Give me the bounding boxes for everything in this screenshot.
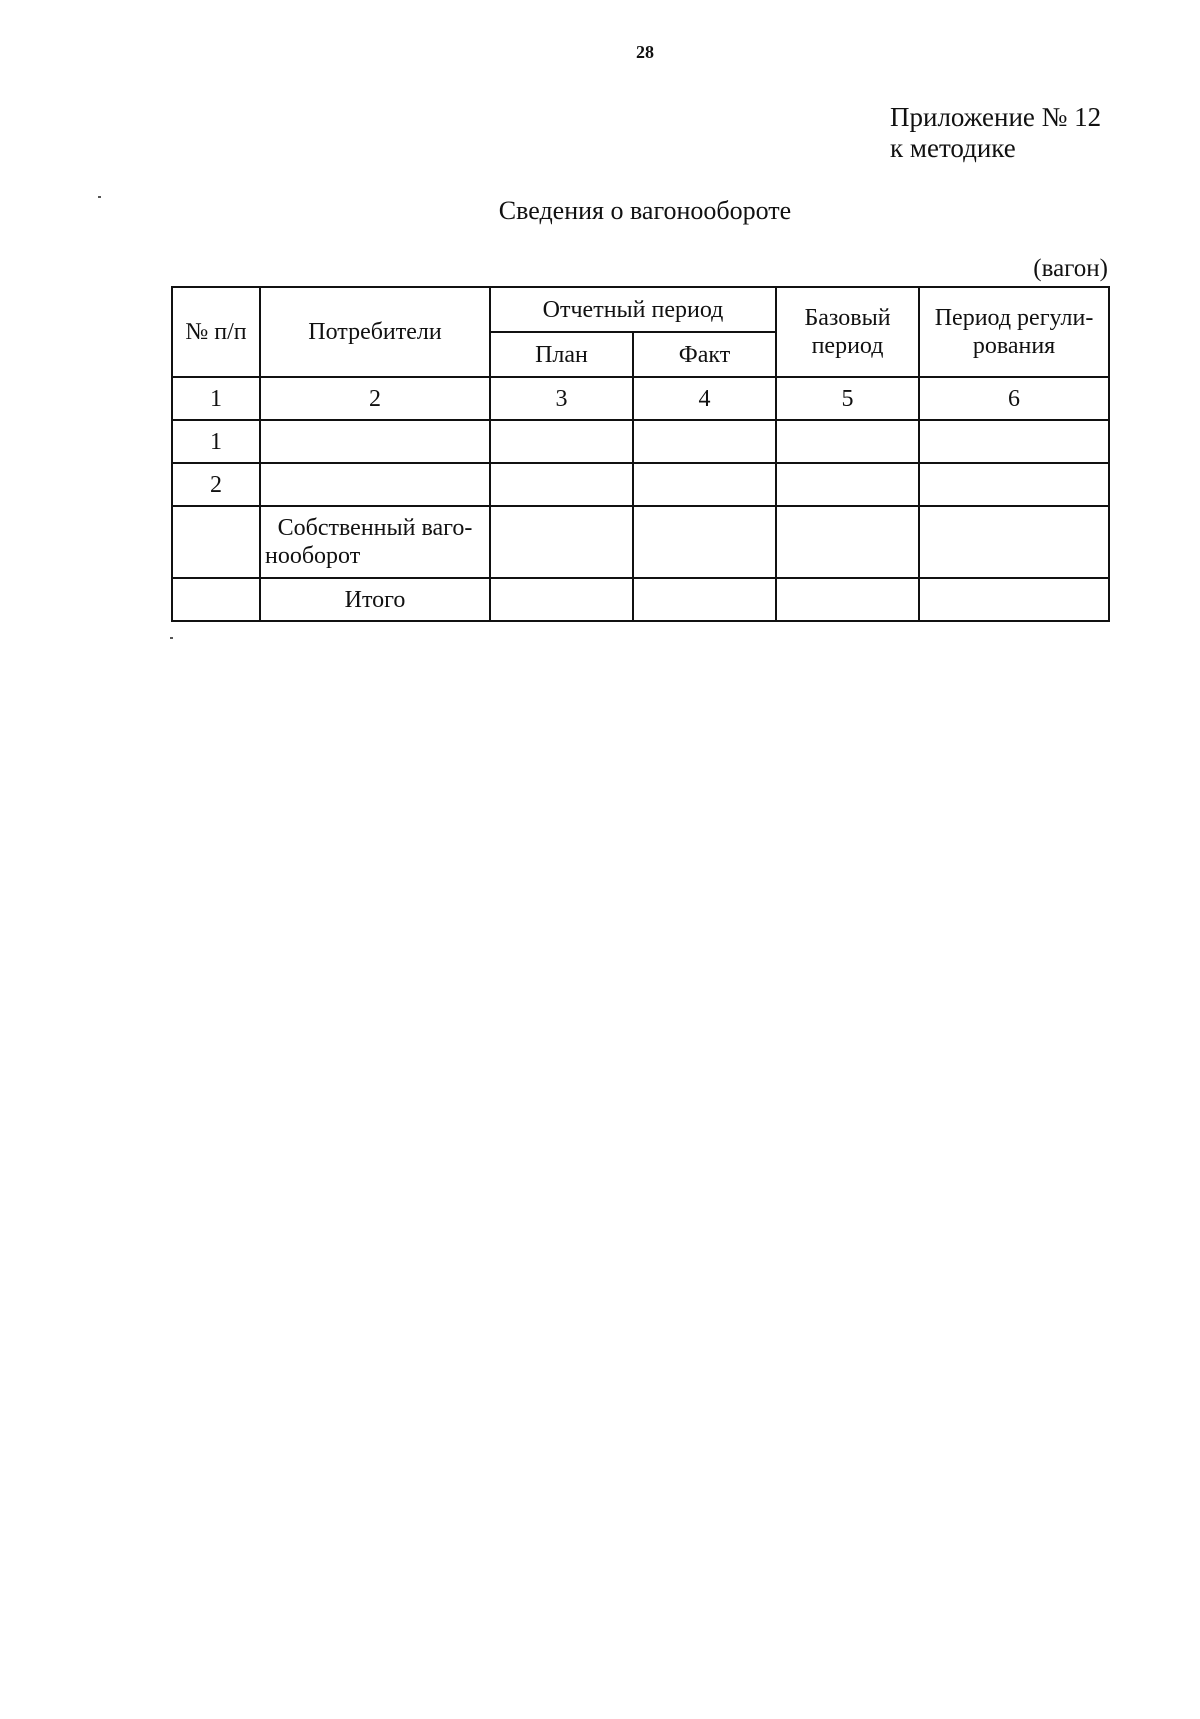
header-regulation-period: Период регули-рования: [919, 287, 1109, 377]
column-number-cell: 5: [776, 377, 919, 420]
consumer-cell: Собственный ваго-нооборот: [260, 506, 490, 578]
base-period-cell: [776, 420, 919, 463]
unit-label: (вагон): [1033, 255, 1108, 282]
regulation-period-cell: [919, 420, 1109, 463]
header-consumers: Потребители: [260, 287, 490, 377]
appendix-line-1: Приложение № 12: [890, 102, 1102, 132]
regulation-period-cell: [919, 463, 1109, 506]
fact-cell: [633, 506, 776, 578]
plan-cell: [490, 463, 633, 506]
column-number-cell: 6: [919, 377, 1109, 420]
consumer-cell: Итого: [260, 578, 490, 621]
fact-cell: [633, 463, 776, 506]
table-row: [172, 506, 1109, 578]
header-plan: План: [490, 332, 633, 377]
column-number-cell: 1: [172, 377, 260, 420]
header-reporting-period: Отчетный период: [490, 287, 776, 332]
base-period-cell: [776, 506, 919, 578]
table-row: [172, 463, 1109, 506]
consumer-cell: [260, 420, 490, 463]
header-fact: Факт: [633, 332, 776, 377]
appendix-label: [890, 102, 1101, 164]
scan-speck: [170, 637, 173, 639]
header-base-period: Базовый период: [776, 287, 919, 377]
header-number: № п/п: [172, 287, 260, 377]
fact-cell: [633, 420, 776, 463]
header-row-1: [172, 287, 1109, 332]
consumer-cell: [260, 463, 490, 506]
row-number-cell: [172, 578, 260, 621]
document-title: Сведения о вагонообороте: [498, 196, 792, 225]
row-number-cell: [172, 506, 260, 578]
plan-cell: [490, 420, 633, 463]
column-numbers-row: [172, 377, 1109, 420]
row-number-cell: 1: [172, 420, 260, 463]
table-row: [172, 578, 1109, 621]
column-number-cell: 4: [633, 377, 776, 420]
column-number-cell: 3: [490, 377, 633, 420]
plan-cell: [490, 578, 633, 621]
regulation-period-cell: [919, 578, 1109, 621]
appendix-line-2: к методике: [890, 133, 1016, 163]
base-period-cell: [776, 578, 919, 621]
fact-cell: [633, 578, 776, 621]
plan-cell: [490, 506, 633, 578]
page-number: 28: [636, 42, 654, 62]
row-number-cell: 2: [172, 463, 260, 506]
vehicle-turnover-table: [171, 286, 1110, 622]
base-period-cell: [776, 463, 919, 506]
column-number-cell: 2: [260, 377, 490, 420]
table-row: [172, 420, 1109, 463]
regulation-period-cell: [919, 506, 1109, 578]
